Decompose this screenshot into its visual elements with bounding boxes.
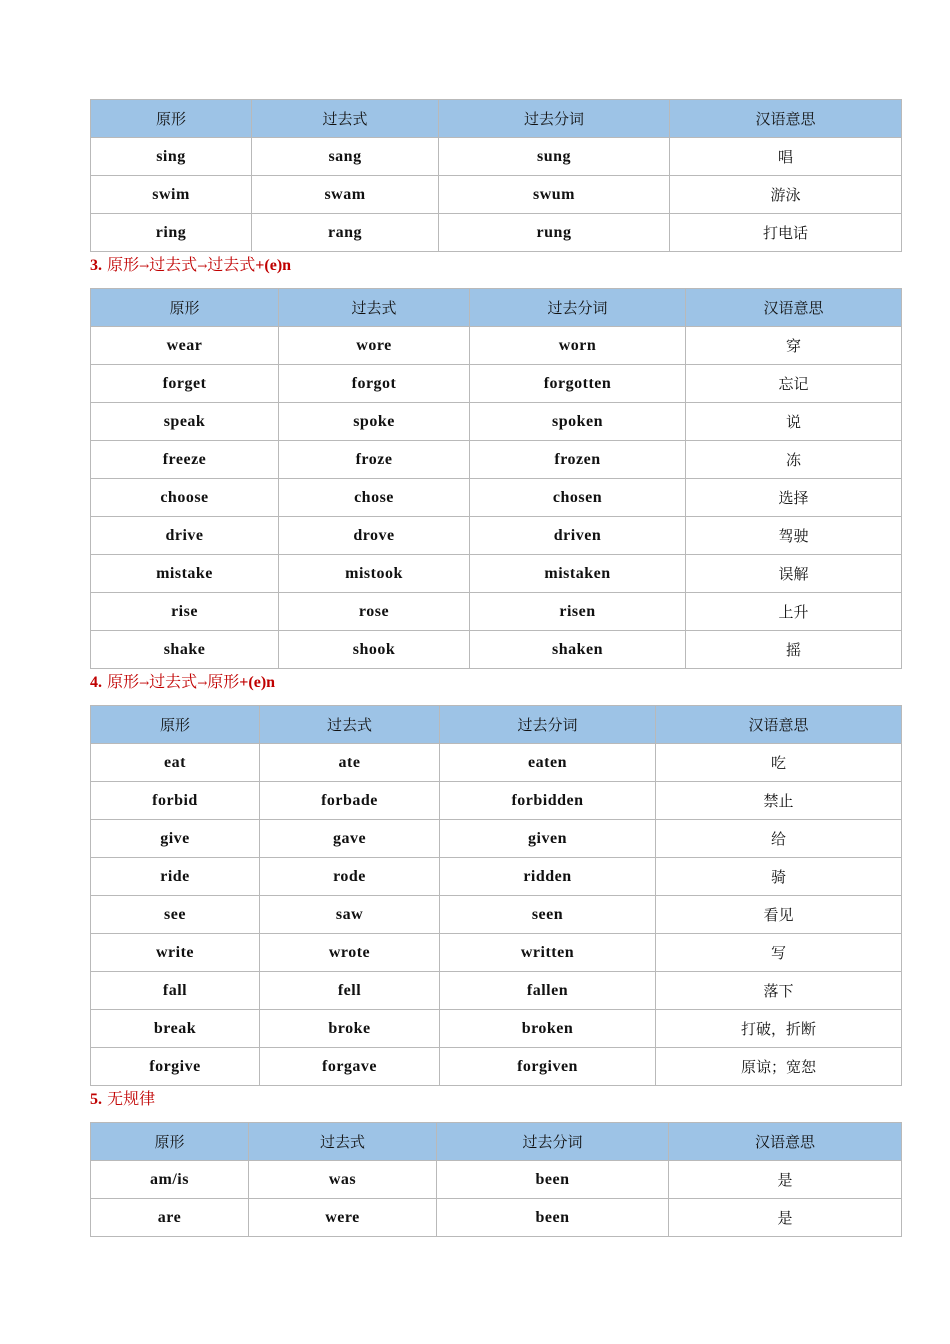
table-header-row: [91, 100, 902, 138]
past-tense-cell: mistook: [279, 555, 470, 593]
base-form-cell: write: [91, 934, 260, 972]
base-form-cell: wear: [91, 327, 279, 365]
section-title: 无规律: [107, 1089, 156, 1108]
table-row: [91, 593, 902, 631]
chinese-meaning-cell: 吃: [656, 744, 902, 782]
past-tense-cell: shook: [279, 631, 470, 669]
table-header-row: [91, 1123, 902, 1161]
past-participle-cell: written: [440, 934, 656, 972]
past-participle-cell: sung: [439, 138, 670, 176]
chinese-meaning-cell: 看见: [656, 896, 902, 934]
table-row: [91, 555, 902, 593]
section-number: 5.: [90, 1091, 102, 1108]
verb-table-4: [90, 705, 902, 1086]
base-form-cell: forget: [91, 365, 279, 403]
table-row: [91, 782, 902, 820]
past-participle-cell: broken: [440, 1010, 656, 1048]
header-chinese-meaning: 汉语意思: [656, 706, 902, 744]
header-base-form: 原形: [91, 100, 252, 138]
pattern-suffix: +(e)n: [239, 674, 276, 691]
table-row: [91, 517, 902, 555]
past-participle-cell: frozen: [470, 441, 686, 479]
base-form-cell: swim: [91, 176, 252, 214]
past-participle-cell: been: [437, 1199, 669, 1237]
table-row: [91, 896, 902, 934]
past-participle-cell: rung: [439, 214, 670, 252]
chinese-meaning-cell: 打破，折断: [656, 1010, 902, 1048]
past-tense-cell: froze: [279, 441, 470, 479]
past-tense-cell: forgot: [279, 365, 470, 403]
past-tense-cell: forgave: [260, 1048, 440, 1086]
past-participle-cell: spoken: [470, 403, 686, 441]
table-row: [91, 631, 902, 669]
pattern-word-3: 过去式: [207, 255, 256, 274]
chinese-meaning-cell: 选择: [686, 479, 902, 517]
past-participle-cell: shaken: [470, 631, 686, 669]
chinese-meaning-cell: 给: [656, 820, 902, 858]
arrow-icon: →: [139, 676, 150, 690]
table-row: [91, 1161, 902, 1199]
chinese-meaning-cell: 骑: [656, 858, 902, 896]
chinese-meaning-cell: 穿: [686, 327, 902, 365]
past-participle-cell: given: [440, 820, 656, 858]
base-form-cell: see: [91, 896, 260, 934]
table-row: [91, 365, 902, 403]
base-form-cell: ride: [91, 858, 260, 896]
base-form-cell: mistake: [91, 555, 279, 593]
section-number: 4.: [90, 674, 102, 691]
past-tense-cell: rose: [279, 593, 470, 631]
past-tense-cell: saw: [260, 896, 440, 934]
past-tense-cell: spoke: [279, 403, 470, 441]
table-row: [91, 479, 902, 517]
verb-table-3: [90, 288, 902, 669]
table-row: [91, 972, 902, 1010]
table-row: [91, 744, 902, 782]
pattern-suffix: +(e)n: [255, 257, 292, 274]
past-participle-cell: swum: [439, 176, 670, 214]
pattern-word-1: 原形: [107, 672, 140, 691]
table-header-row: [91, 289, 902, 327]
table-row: [91, 176, 902, 214]
header-base-form: 原形: [91, 706, 260, 744]
base-form-cell: speak: [91, 403, 279, 441]
chinese-meaning-cell: 是: [669, 1161, 902, 1199]
base-form-cell: ring: [91, 214, 252, 252]
base-form-cell: are: [91, 1199, 249, 1237]
header-past-participle: 过去分词: [440, 706, 656, 744]
past-participle-cell: eaten: [440, 744, 656, 782]
header-past-tense: 过去式: [252, 100, 439, 138]
past-participle-cell: forgotten: [470, 365, 686, 403]
table-row: [91, 858, 902, 896]
verb-table-1: [90, 99, 902, 252]
past-tense-cell: gave: [260, 820, 440, 858]
past-participle-cell: chosen: [470, 479, 686, 517]
header-past-tense: 过去式: [279, 289, 470, 327]
past-participle-cell: mistaken: [470, 555, 686, 593]
past-tense-cell: forbade: [260, 782, 440, 820]
table-row: [91, 327, 902, 365]
verb-table-5: [90, 1122, 902, 1237]
base-form-cell: am/is: [91, 1161, 249, 1199]
past-tense-cell: drove: [279, 517, 470, 555]
past-participle-cell: been: [437, 1161, 669, 1199]
header-base-form: 原形: [91, 1123, 249, 1161]
section-heading-3: [90, 252, 901, 288]
chinese-meaning-cell: 落下: [656, 972, 902, 1010]
table-row: [91, 138, 902, 176]
past-tense-cell: swam: [252, 176, 439, 214]
base-form-cell: rise: [91, 593, 279, 631]
chinese-meaning-cell: 上升: [686, 593, 902, 631]
arrow-icon: →: [197, 676, 208, 690]
chinese-meaning-cell: 冻: [686, 441, 902, 479]
table-row: [91, 820, 902, 858]
past-tense-cell: wrote: [260, 934, 440, 972]
chinese-meaning-cell: 原谅；宽恕: [656, 1048, 902, 1086]
table-row: [91, 1048, 902, 1086]
base-form-cell: forgive: [91, 1048, 260, 1086]
pattern-word-3: 原形: [207, 672, 240, 691]
base-form-cell: break: [91, 1010, 260, 1048]
chinese-meaning-cell: 禁止: [656, 782, 902, 820]
chinese-meaning-cell: 是: [669, 1199, 902, 1237]
past-tense-cell: were: [249, 1199, 437, 1237]
past-participle-cell: seen: [440, 896, 656, 934]
base-form-cell: fall: [91, 972, 260, 1010]
table-row: [91, 934, 902, 972]
chinese-meaning-cell: 误解: [686, 555, 902, 593]
base-form-cell: forbid: [91, 782, 260, 820]
header-past-tense: 过去式: [249, 1123, 437, 1161]
past-tense-cell: broke: [260, 1010, 440, 1048]
past-tense-cell: sang: [252, 138, 439, 176]
table-row: [91, 441, 902, 479]
pattern-word-2: 过去式: [149, 672, 198, 691]
table-row: [91, 403, 902, 441]
past-participle-cell: risen: [470, 593, 686, 631]
past-tense-cell: rode: [260, 858, 440, 896]
header-past-participle: 过去分词: [437, 1123, 669, 1161]
document-page: [90, 99, 901, 1237]
chinese-meaning-cell: 摇: [686, 631, 902, 669]
table-header-row: [91, 706, 902, 744]
base-form-cell: freeze: [91, 441, 279, 479]
section-heading-4: [90, 669, 901, 705]
section-number: 3.: [90, 257, 102, 274]
past-participle-cell: ridden: [440, 858, 656, 896]
section-heading-5: [90, 1086, 901, 1122]
pattern-word-1: 原形: [107, 255, 140, 274]
base-form-cell: drive: [91, 517, 279, 555]
chinese-meaning-cell: 唱: [670, 138, 902, 176]
base-form-cell: give: [91, 820, 260, 858]
pattern-word-2: 过去式: [149, 255, 198, 274]
past-participle-cell: driven: [470, 517, 686, 555]
base-form-cell: sing: [91, 138, 252, 176]
chinese-meaning-cell: 忘记: [686, 365, 902, 403]
chinese-meaning-cell: 写: [656, 934, 902, 972]
past-participle-cell: forbidden: [440, 782, 656, 820]
chinese-meaning-cell: 说: [686, 403, 902, 441]
base-form-cell: choose: [91, 479, 279, 517]
past-participle-cell: fallen: [440, 972, 656, 1010]
past-tense-cell: ate: [260, 744, 440, 782]
base-form-cell: eat: [91, 744, 260, 782]
header-chinese-meaning: 汉语意思: [670, 100, 902, 138]
header-past-participle: 过去分词: [470, 289, 686, 327]
base-form-cell: shake: [91, 631, 279, 669]
past-tense-cell: was: [249, 1161, 437, 1199]
chinese-meaning-cell: 打电话: [670, 214, 902, 252]
header-past-participle: 过去分词: [439, 100, 670, 138]
past-tense-cell: rang: [252, 214, 439, 252]
header-chinese-meaning: 汉语意思: [686, 289, 902, 327]
table-row: [91, 1010, 902, 1048]
chinese-meaning-cell: 驾驶: [686, 517, 902, 555]
past-participle-cell: forgiven: [440, 1048, 656, 1086]
header-chinese-meaning: 汉语意思: [669, 1123, 902, 1161]
past-tense-cell: wore: [279, 327, 470, 365]
past-tense-cell: chose: [279, 479, 470, 517]
chinese-meaning-cell: 游泳: [670, 176, 902, 214]
table-row: [91, 1199, 902, 1237]
past-tense-cell: fell: [260, 972, 440, 1010]
header-base-form: 原形: [91, 289, 279, 327]
table-row: [91, 214, 902, 252]
arrow-icon: →: [139, 259, 150, 273]
past-participle-cell: worn: [470, 327, 686, 365]
header-past-tense: 过去式: [260, 706, 440, 744]
arrow-icon: →: [197, 259, 208, 273]
